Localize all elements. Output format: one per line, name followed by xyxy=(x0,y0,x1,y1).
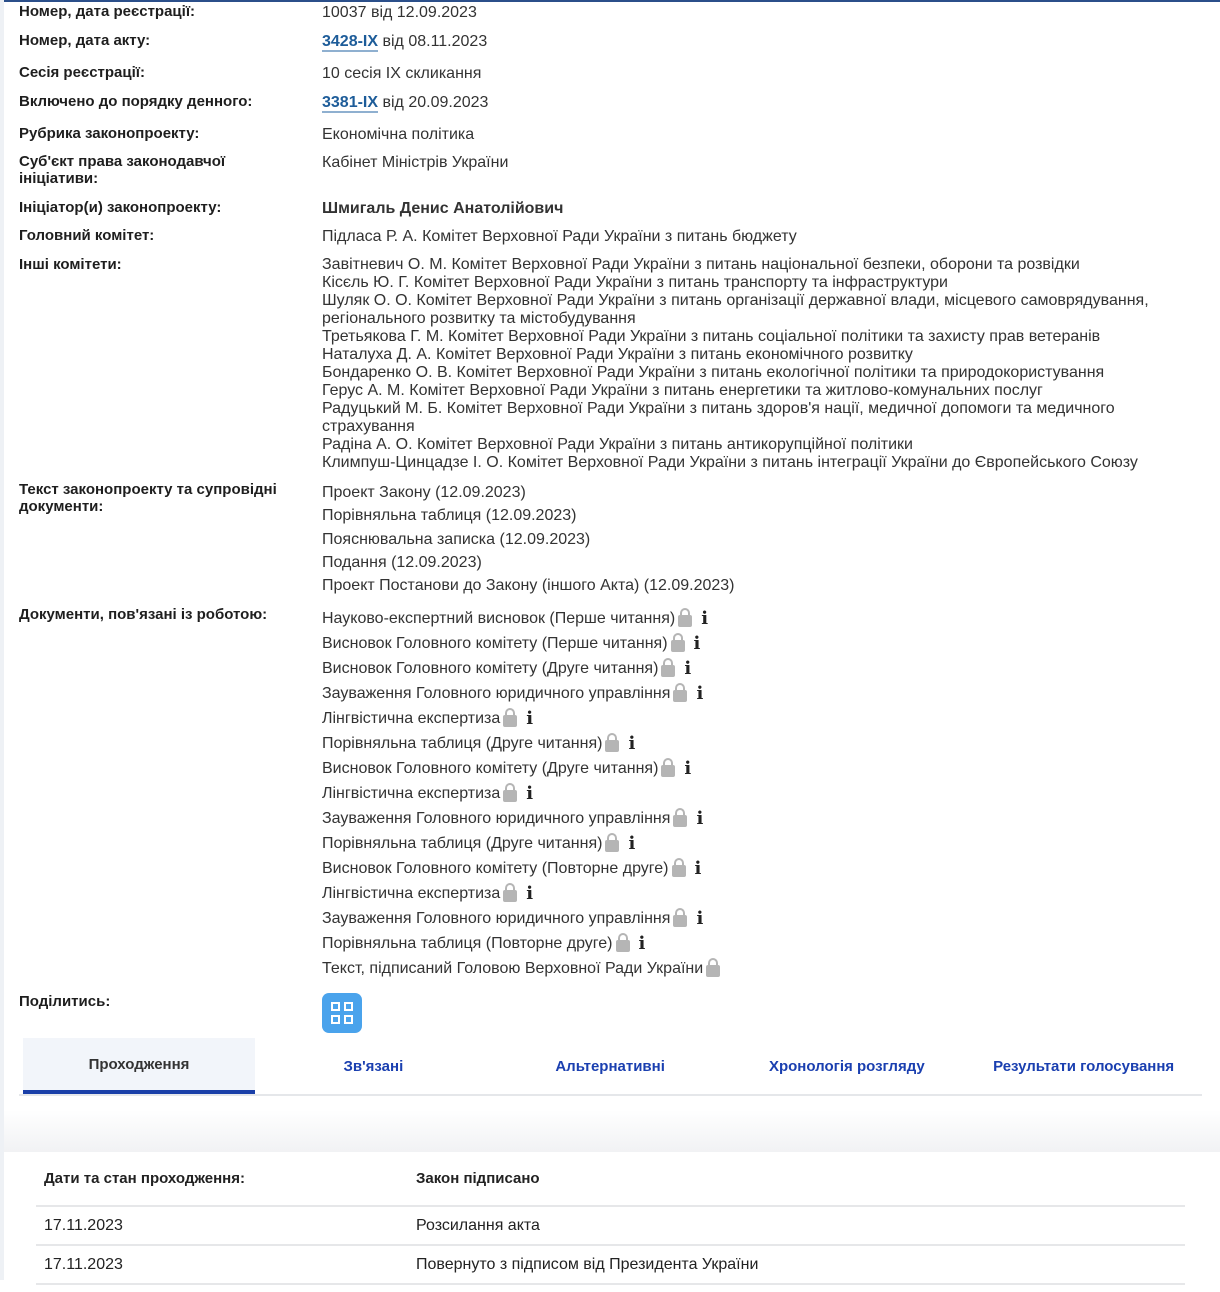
row-chief-committee xyxy=(19,227,1209,246)
label: Поділитись: xyxy=(19,993,111,1010)
work-doc-item xyxy=(322,956,1209,981)
passage-event: Повернуто з підписом від Президента України xyxy=(416,1255,759,1273)
row-rubric xyxy=(19,125,1209,144)
work-doc-item xyxy=(322,756,1209,781)
work-doc-item xyxy=(322,706,1209,731)
work-doc-title[interactable]: Висновок Головного комітету (Друге читання) xyxy=(322,760,659,777)
left-edge xyxy=(0,0,4,1280)
act-link[interactable]: 3428-IX xyxy=(322,33,379,50)
work-doc-title[interactable]: Текст, підписаний Головою Верховної Ради України xyxy=(322,960,704,977)
agenda-date: від 20.09.2023 xyxy=(378,94,489,111)
label: Головний комітет: xyxy=(19,227,155,244)
info-icon[interactable]: i xyxy=(526,783,534,804)
label: Рубрика законопроекту: xyxy=(19,125,200,142)
value: Шмигаль Денис Анатолійович xyxy=(322,200,564,217)
lock-icon xyxy=(706,965,720,977)
row-work-docs xyxy=(19,606,1209,981)
lock-icon xyxy=(605,840,619,852)
qr-code-icon[interactable] xyxy=(322,993,362,1033)
text-doc-link[interactable]: Проект Постанови до Закону (іншого Акта) (12.09.2023) xyxy=(322,577,735,595)
lock-icon xyxy=(672,865,686,877)
lock-icon xyxy=(673,915,687,927)
info-icon[interactable]: i xyxy=(638,933,646,954)
text-docs-list xyxy=(322,481,1209,597)
work-doc-title[interactable]: Висновок Головного комітету (Друге читання) xyxy=(322,660,659,677)
header-label: Дати та стан проходження: xyxy=(44,1170,245,1187)
passage-header xyxy=(36,1152,1185,1207)
lock-icon xyxy=(616,940,630,952)
value: 10 сесія IX скликання xyxy=(322,65,482,82)
work-doc-title[interactable]: Висновок Головного комітету (Повторне друге) xyxy=(322,860,669,877)
label: Ініціатор(и) законопроекту: xyxy=(19,199,222,216)
work-doc-item xyxy=(322,681,1209,706)
tab-item[interactable]: Альтернативні xyxy=(555,1057,665,1075)
work-doc-title[interactable]: Порівняльна таблиця (Повторне друге) xyxy=(322,935,613,952)
work-doc-item xyxy=(322,881,1209,906)
label: Суб'єкт права законодавчої ініціативи: xyxy=(19,153,226,187)
text-doc-link[interactable]: Пояснювальна записка (12.09.2023) xyxy=(322,530,591,548)
agenda-link[interactable]: 3381-IX xyxy=(322,94,379,111)
value: Економічна політика xyxy=(322,126,475,143)
row-initiator xyxy=(19,199,1209,218)
work-doc-title[interactable]: Зауваження Головного юридичного управління xyxy=(322,910,671,927)
row-agenda xyxy=(19,93,1209,112)
committee-item: Бондаренко О. В. Комітет Верховної Ради України з питань екологічної політики та природокористування xyxy=(322,364,1105,381)
header-status: Закон підписано xyxy=(416,1170,540,1187)
row-registration xyxy=(19,3,1209,22)
act-date: від 08.11.2023 xyxy=(378,33,488,50)
lock-icon xyxy=(503,790,517,802)
work-doc-title[interactable]: Порівняльна таблиця (Друге читання) xyxy=(322,835,603,852)
value: 10037 від 12.09.2023 xyxy=(322,4,477,21)
label: Сесія реєстрації: xyxy=(19,64,145,81)
committee-item: Кісєль Ю. Г. Комітет Верховної Ради України з питань транспорту та інфраструктури xyxy=(322,274,948,291)
work-doc-item xyxy=(322,731,1209,756)
committee-item: Климпуш-Цинцадзе І. О. Комітет Верховної Ради України з питань інтеграції України до Європейського Союзу xyxy=(322,454,1138,471)
passage-row xyxy=(36,1246,1185,1285)
info-icon[interactable]: i xyxy=(628,833,636,854)
info-icon[interactable]: i xyxy=(701,608,709,629)
work-doc-title[interactable]: Лінгвістична експертиза xyxy=(322,785,501,802)
tab-item[interactable]: Проходження xyxy=(23,1038,255,1094)
work-doc-item xyxy=(322,781,1209,806)
tab-item[interactable]: Зв'язані xyxy=(343,1057,404,1075)
info-icon[interactable]: i xyxy=(696,808,704,829)
lock-icon xyxy=(673,690,687,702)
label: Включено до порядку денного: xyxy=(19,93,253,110)
committee-item: Радуцький М. Б. Комітет Верховної Ради України з питань здоров'я нації, медичної допомоги та медичного страхування xyxy=(322,400,1115,435)
committee-item: Радіна А. О. Комітет Верховної Ради України з питань антикорупційної політики xyxy=(322,436,913,453)
work-docs-list xyxy=(322,606,1209,981)
info-icon[interactable]: i xyxy=(684,658,692,679)
lock-icon xyxy=(671,640,685,652)
committee-item: Герус А. М. Комітет Верховної Ради України з питань енергетики та житлово-комунальних послуг xyxy=(322,382,1043,399)
lock-icon xyxy=(661,765,675,777)
committee-item: Завітневич О. М. Комітет Верховної Ради України з питань національної безпеки, оборони та розвідки xyxy=(322,256,1080,273)
committee-item: Третьякова Г. М. Комітет Верховної Ради України з питань соціальної політики та захисту прав ветеранів xyxy=(322,328,1101,345)
work-doc-title[interactable]: Висновок Головного комітету (Перше читання) xyxy=(322,635,668,652)
label: Документи, пов'язані із роботою: xyxy=(19,606,268,623)
work-doc-item xyxy=(322,831,1209,856)
work-doc-item xyxy=(322,856,1209,881)
tab-bar xyxy=(19,1038,1202,1096)
lock-icon xyxy=(678,615,692,627)
work-doc-item xyxy=(322,656,1209,681)
info-icon[interactable]: i xyxy=(694,858,702,879)
passage-row xyxy=(36,1207,1185,1246)
row-subject xyxy=(19,153,1209,187)
passage-card xyxy=(19,1152,1202,1292)
work-doc-title[interactable]: Лінгвістична експертиза xyxy=(322,710,501,727)
label: Номер, дата акту: xyxy=(19,32,151,49)
info-icon[interactable]: i xyxy=(526,883,534,904)
info-icon[interactable]: i xyxy=(628,733,636,754)
committee-list xyxy=(322,256,1209,472)
lock-icon xyxy=(605,740,619,752)
row-session xyxy=(19,64,1209,83)
passage-date: 17.11.2023 xyxy=(44,1255,123,1273)
committee-item: Наталуха Д. А. Комітет Верховної Ради України з питань економічного розвитку xyxy=(322,346,913,363)
passage-date: 17.11.2023 xyxy=(44,1216,123,1234)
passage-event: Розсилання акта xyxy=(416,1216,540,1234)
text-doc-link[interactable]: Проект Закону (12.09.2023) xyxy=(322,484,526,501)
tab-item[interactable]: Результати голосування xyxy=(993,1057,1175,1075)
value: Підласа Р. А. Комітет Верховної Ради України з питань бюджету xyxy=(322,228,797,245)
committee-item: Шуляк О. О. Комітет Верховної Ради України з питань організації державної влади, місцевого самоврядування, регіонального розвитку та містобудування xyxy=(322,292,1149,327)
info-icon[interactable]: i xyxy=(526,708,534,729)
row-texts xyxy=(19,481,1209,597)
top-border xyxy=(0,0,1220,2)
work-doc-title[interactable]: Лінгвістична експертиза xyxy=(322,885,501,902)
work-doc-title[interactable]: Науково-експертний висновок (Перше читання) xyxy=(322,610,676,627)
label: Інші комітети: xyxy=(19,256,122,273)
info-icon[interactable]: i xyxy=(684,758,692,779)
lock-icon xyxy=(661,665,675,677)
work-doc-item xyxy=(322,931,1209,956)
work-doc-item xyxy=(322,806,1209,831)
text-doc-link[interactable]: Подання (12.09.2023) xyxy=(322,553,482,571)
work-doc-title[interactable]: Зауваження Головного юридичного управління xyxy=(322,685,671,702)
lock-icon xyxy=(503,715,517,727)
info-icon[interactable]: i xyxy=(693,633,701,654)
text-doc-link[interactable]: Порівняльна таблиця (12.09.2023) xyxy=(322,507,577,525)
work-doc-item xyxy=(322,631,1209,656)
row-other-committees xyxy=(19,256,1209,472)
work-doc-item xyxy=(322,906,1209,931)
work-doc-title[interactable]: Порівняльна таблиця (Друге читання) xyxy=(322,735,603,752)
work-doc-title[interactable]: Зауваження Головного юридичного управління xyxy=(322,810,671,827)
row-share xyxy=(19,993,1209,1033)
info-icon[interactable]: i xyxy=(696,908,704,929)
lock-icon xyxy=(503,890,517,902)
lock-icon xyxy=(673,815,687,827)
value: Кабінет Міністрів України xyxy=(322,154,509,171)
tab-item[interactable]: Хронологія розгляду xyxy=(768,1057,925,1075)
label: Текст законопроекту та супровідні документи: xyxy=(19,481,277,515)
work-doc-item xyxy=(322,606,1209,631)
section-shadow xyxy=(4,1110,1220,1152)
row-act xyxy=(19,32,1209,51)
label: Номер, дата реєстрації: xyxy=(19,3,196,20)
info-icon[interactable]: i xyxy=(696,683,704,704)
